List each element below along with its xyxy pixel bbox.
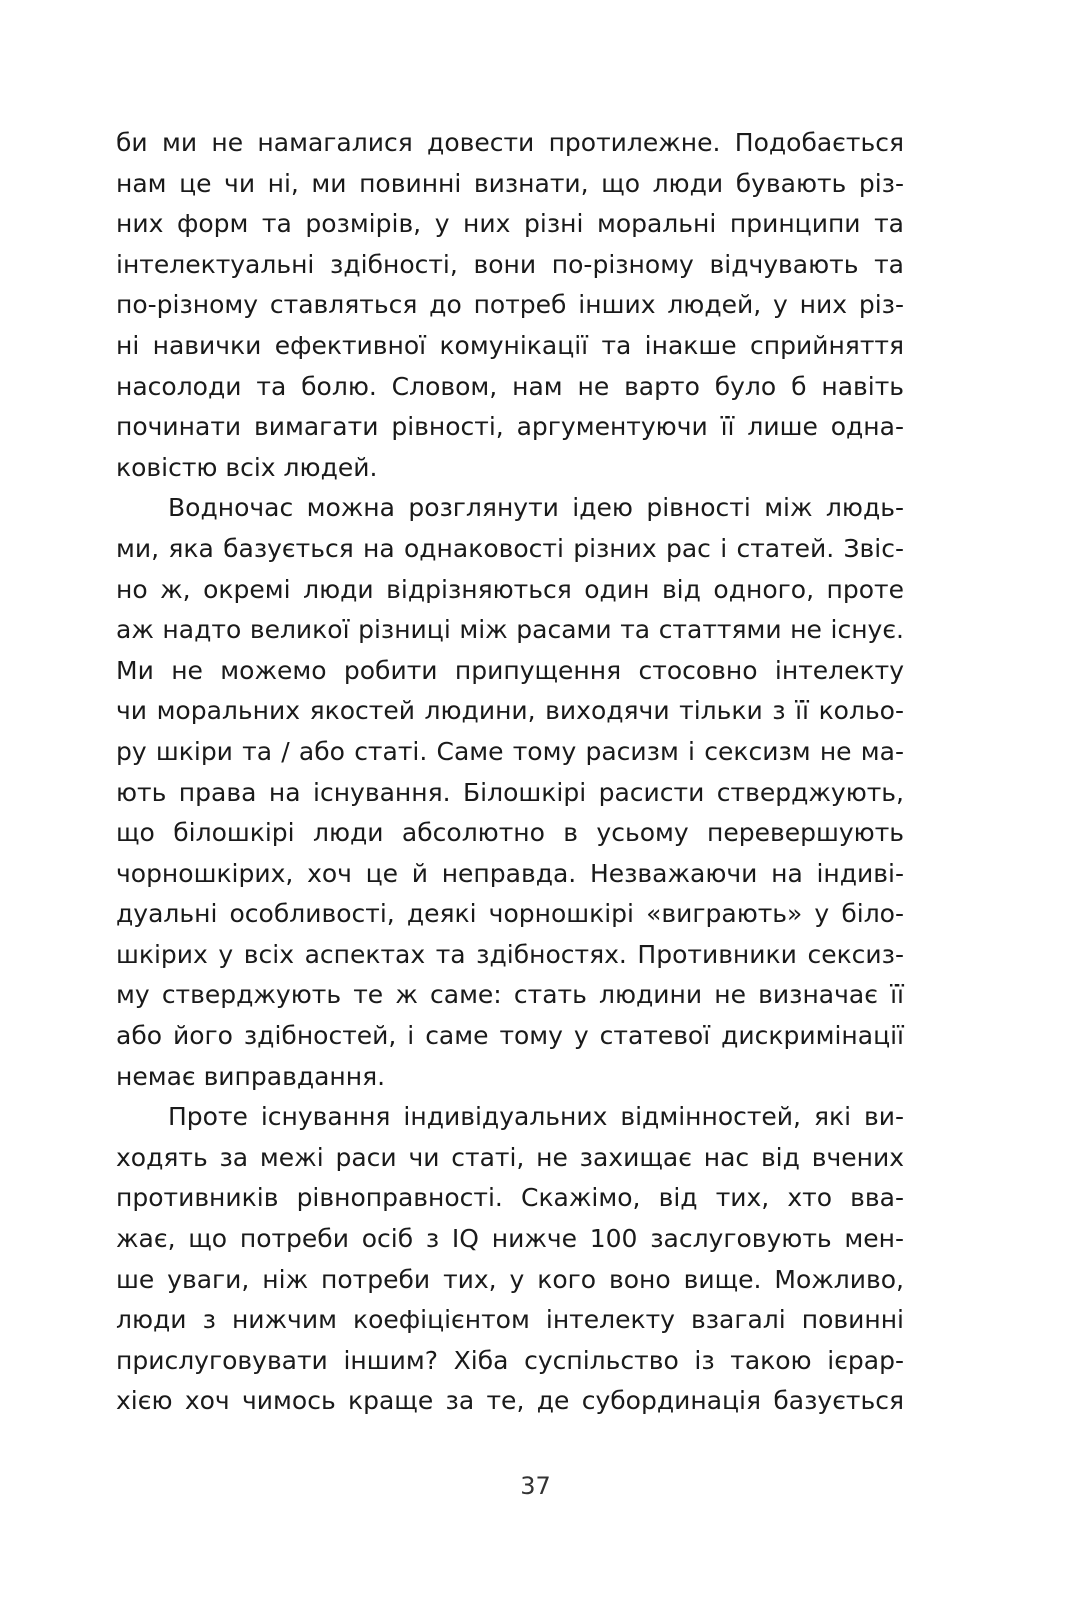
text-line: насолоди та болю. Словом, нам не варто було б навіть [116,371,904,401]
text-line: починати вимагати рівності, аргументуючи її лише одна- [116,412,904,442]
text-line: но ж, окремі люди відрізняються один від одного, проте [116,574,904,604]
text-line: ні навички ефективної комунікації та інакше сприйняття [116,330,904,360]
text-line: би ми не намагалися довести протилежне. Подобається [116,128,904,157]
text-line: му стверджують те ж саме: стать людини не визначає її [116,980,904,1010]
text-line: шкірих у всіх аспектах та здібностях. Противники сексиз- [116,939,904,969]
text-line: ковістю всіх людей. [116,452,378,482]
text-line: Ми не можемо робити припущення стосовно інтелекту [116,655,904,685]
text-line: ють права на існування. Білошкірі расисти стверджують, [116,777,904,807]
text-line: ру шкіри та / або статі. Саме тому расизм і сексизм не ма- [116,736,904,766]
page-body-text [116,123,904,1422]
text-line: інтелектуальні здібності, вони по-різному відчувають та [116,249,904,279]
text-line: жає, що потреби осіб з IQ нижче 100 заслуговують мен- [116,1224,904,1254]
text-line: нам це чи ні, ми повинні визнати, що люди бувають різ- [116,168,904,198]
page-number: 37 [520,1472,551,1500]
text-line: ходять за межі раси чи статі, не захищає нас від вчених [116,1142,904,1172]
text-line: них форм та розмірів, у них різні моральні принципи та [116,209,904,239]
text-line: хією хоч чимось краще за те, де субординація базується [116,1386,904,1416]
text-line: прислуговувати іншим? Хіба суспільство із такою ієрар- [116,1345,904,1375]
text-line: аж надто великої різниці між расами та статтями не існує. [116,615,904,645]
text-line: ше уваги, ніж потреби тих, у кого воно вище. Можливо, [116,1264,904,1294]
text-line: дуальні особливості, деякі чорношкірі «виграють» у біло- [116,899,904,929]
paragraph-first-line: Проте існування індивідуальних відмінностей, які ви- [168,1102,904,1132]
text-line: чорношкірих, хоч це й неправда. Незважаючи на індиві- [116,858,904,888]
text-line: немає виправдання. [116,1061,386,1091]
text-line: противників рівноправності. Скажімо, від тих, хто вва- [116,1183,904,1213]
text-line: по-різному ставляться до потреб інших людей, у них різ- [116,290,904,320]
text-line: ми, яка базується на однаковості різних рас і статей. Звіс- [116,533,904,563]
paragraph-first-line: Водночас можна розглянути ідею рівності між людь- [168,493,904,523]
text-line: люди з нижчим коефіцієнтом інтелекту взагалі повинні [116,1305,904,1335]
text-line: або його здібностей, і саме тому у статевої дискримінації [116,1021,904,1051]
text-line: що білошкірі люди абсолютно в усьому перевершують [116,818,904,848]
text-line: чи моральних якостей людини, виходячи тільки з її кольо- [116,696,904,726]
